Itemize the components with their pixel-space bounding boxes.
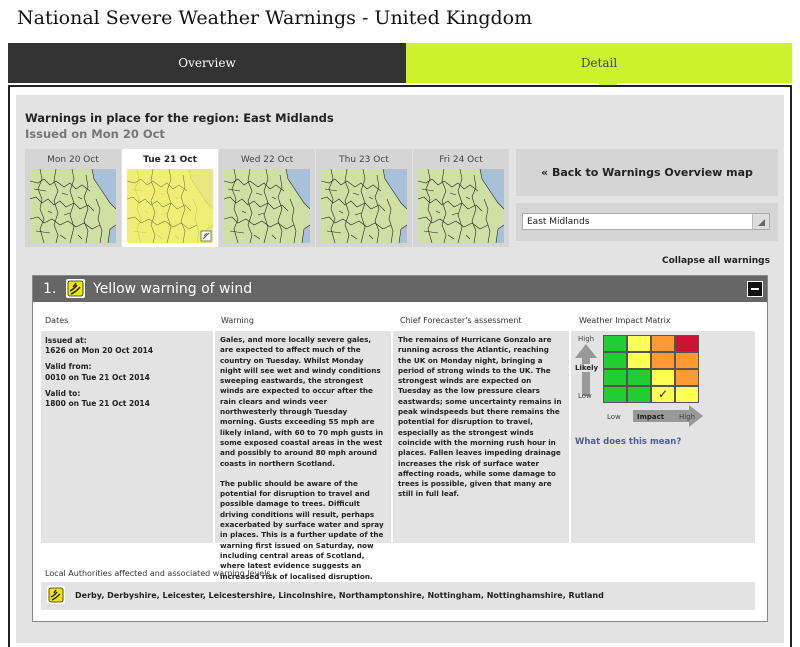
collapse-warning-button[interactable] (747, 281, 763, 297)
matrix-cell (675, 352, 699, 369)
map-thumbnail (224, 169, 310, 243)
day-label: Mon 20 Oct (47, 155, 99, 165)
assessment-column-header: Chief Forecaster's assessment (400, 316, 522, 325)
dropdown-arrow-icon[interactable] (752, 214, 769, 229)
assessment-text: The remains of Hurricane Gonzalo are running across the Atlantic, reaching the UK on Monday night, bringing a period of strong winds to the UK. The strongest winds are expected on Tuesday as the low pressure clears eastwards; some uncertainty remains in peak windspeeds but there remains the potential for disruption to travel, especially as the strongest winds coincide with the morning rush hour in places. Fallen leaves impeding drainage increases the risk of surface water affecting roads, while some damage to trees is possible, given that many are still in full leaf. (398, 335, 562, 499)
matrix-cell-selected: ✓ (651, 386, 675, 403)
back-to-overview-button[interactable]: « Back to Warnings Overview map (516, 149, 778, 196)
day-tab-tue[interactable] (122, 149, 218, 247)
content-frame (8, 85, 792, 647)
warning-text (220, 335, 386, 582)
matrix-column-header: Weather Impact Matrix (579, 316, 671, 325)
assessment-column (393, 331, 569, 543)
dates-column (41, 331, 213, 543)
valid-to-label: Valid to: (45, 389, 81, 398)
page-title: National Severe Weather Warnings - United Kingdom (17, 7, 533, 29)
matrix-cell (651, 352, 675, 369)
warning-paragraph-1: Gales, and more locally severe gales, are expected to affect much of the country on Tuesday. Whilst Monday night will see wet and windy conditions sweeping eastwards, the strongest winds are expected to occur after the rain clears and winds veer northwesterly through Tuesday morning. Gusts exceeding 55 mph are likely inland, with 60 to 70 mph gusts in some exposed coastal areas in the west and possibly to around 80 mph around coasts in northern Scotland. (220, 335, 384, 468)
local-authorities-row (41, 582, 755, 610)
warning-paragraph-2: The public should be aware of the potential for disruption to travel and possible damage to trees. Difficult driving conditions will result, perhaps exacerbated by surface water and spray in places. This is a further update of the warning first issued on Saturday, now including central areas of Scotland, where latest evidence suggests an increased risk of localised disruption. (220, 478, 384, 581)
region-select-container (516, 203, 778, 241)
what-does-this-mean-link[interactable]: What does this mean? (575, 437, 682, 447)
warning-header[interactable] (33, 276, 767, 302)
issued-label: Issued at: (45, 336, 87, 345)
matrix-cell (627, 369, 651, 386)
collapse-all-link[interactable]: Collapse all warnings (662, 256, 770, 266)
matrix-cell (603, 352, 627, 369)
day-tab-mon[interactable] (25, 149, 121, 247)
day-label: Wed 22 Oct (240, 155, 294, 165)
matrix-cell (627, 335, 651, 352)
matrix-cell (603, 386, 627, 403)
warning-title: Yellow warning of wind (93, 281, 253, 297)
map-thumbnail-warning (127, 169, 213, 243)
tab-overview[interactable]: Overview (8, 43, 406, 83)
likelihood-axis-label: Likely (575, 364, 599, 372)
day-label: Fri 24 Oct (439, 155, 483, 165)
region-select-value: East Midlands (527, 217, 590, 227)
local-authorities-heading: Local Authorities affected and associated warning levels (45, 569, 271, 578)
matrix-cell (627, 352, 651, 369)
impact-low-label: Low (607, 413, 621, 421)
matrix-cell (675, 369, 699, 386)
impact-matrix (571, 331, 755, 543)
tab-detail[interactable]: Detail (406, 43, 792, 83)
warning-number: 1. (43, 281, 57, 297)
map-thumbnail (418, 169, 504, 243)
issued-value: 1626 on Mon 20 Oct 2014 (45, 346, 154, 355)
dates-column-header: Dates (45, 316, 69, 325)
day-label: Tue 21 Oct (143, 155, 197, 165)
likelihood-low-label: Low (578, 392, 592, 400)
matrix-cell (627, 386, 651, 403)
region-select[interactable] (522, 213, 770, 230)
valid-to-value: 1800 on Tue 21 Oct 2014 (45, 399, 150, 408)
matrix-cell (651, 369, 675, 386)
yellow-wind-warning-icon (66, 279, 85, 298)
impact-high-label: High (679, 413, 696, 421)
local-authorities-list: Derby, Derbyshire, Leicester, Leicestershire, Lincolnshire, Northamptonshire, Nottingham, Nottinghamshire, Rutland (75, 591, 604, 600)
day-label: Thu 23 Oct (339, 155, 389, 165)
warning-column-header: Warning (221, 316, 254, 325)
region-panel (16, 95, 784, 643)
warning-column (215, 331, 391, 581)
likelihood-high-label: High (578, 335, 595, 343)
view-tabs (8, 43, 792, 83)
issued-date: Issued on Mon 20 Oct (25, 127, 165, 141)
impact-matrix-column (571, 331, 755, 543)
day-tab-thu[interactable] (316, 149, 412, 247)
matrix-cell (651, 335, 675, 352)
yellow-wind-warning-icon (47, 586, 65, 604)
impact-axis-label: Impact (637, 413, 665, 421)
valid-from-value: 0010 on Tue 21 Oct 2014 (45, 373, 150, 382)
warning-card (32, 275, 768, 622)
matrix-cell (675, 386, 699, 403)
day-selector (25, 149, 509, 247)
region-title: Warnings in place for the region: East Midlands (25, 111, 334, 125)
matrix-cell (603, 369, 627, 386)
matrix-cell (603, 335, 627, 352)
matrix-cell (675, 335, 699, 352)
map-thumbnail (321, 169, 407, 243)
map-thumbnail (30, 169, 116, 243)
valid-from-label: Valid from: (45, 362, 92, 371)
day-tab-fri[interactable] (413, 149, 509, 247)
day-tab-wed[interactable] (219, 149, 315, 247)
